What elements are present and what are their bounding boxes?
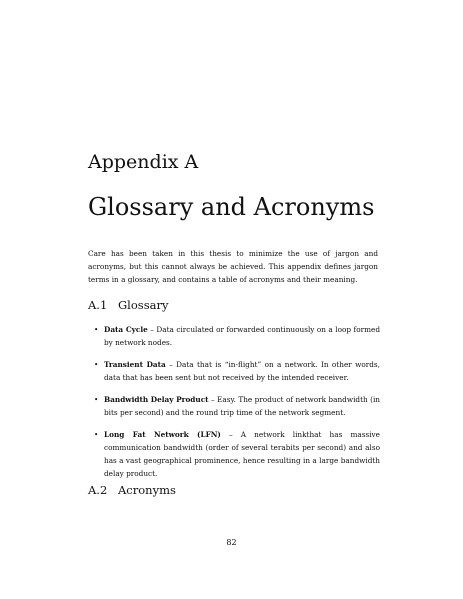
intro-paragraph: Care has been taken in this thesis to minimize the use of jargon and acronyms, but this cannot always be achieved. This appendix defines jargon terms in a glossary, and contains a table of acronyms and their meaning. xyxy=(88,249,378,284)
glossary-item xyxy=(94,358,380,384)
bullet-icon: • xyxy=(94,395,99,404)
glossary-definition: Data circulated or forwarded continuously on a loop formed by network nodes. xyxy=(104,325,381,347)
glossary-term: Long Fat Network (LFN) xyxy=(104,430,221,439)
section-heading-glossary xyxy=(88,298,168,312)
section-title: Acronyms xyxy=(118,483,176,497)
bullet-icon: • xyxy=(94,360,99,369)
glossary-list xyxy=(94,323,380,489)
glossary-term: Bandwidth Delay Product xyxy=(104,395,209,404)
bullet-icon: • xyxy=(94,430,99,439)
section-number: A.2 xyxy=(88,483,108,497)
bullet-icon: • xyxy=(94,325,99,334)
glossary-definition: A network linkthat has massive communication bandwidth (order of several terabits per second) and also has a vast geographical prominence, hence resulting in a large bandwidth delay product. xyxy=(104,430,380,478)
glossary-term: Data Cycle xyxy=(104,325,148,334)
glossary-definition: Easy. The product of network bandwidth (in bits per second) and the round trip time of the network segment. xyxy=(104,395,380,417)
chapter-label: Appendix A xyxy=(88,151,199,173)
chapter-title: Glossary and Acronyms xyxy=(88,193,375,221)
term-dash: – xyxy=(210,395,215,404)
term-dash: – xyxy=(229,430,233,439)
section-number: A.1 xyxy=(88,298,108,312)
page-number: 82 xyxy=(226,538,237,547)
glossary-term: Transient Data xyxy=(104,360,166,369)
glossary-item xyxy=(94,323,380,349)
section-title: Glossary xyxy=(118,298,169,312)
term-dash: – xyxy=(169,360,173,369)
section-heading-acronyms xyxy=(88,483,176,497)
glossary-item xyxy=(94,393,380,419)
term-dash: – xyxy=(150,325,154,334)
glossary-item xyxy=(94,428,380,480)
glossary-definition: Data that is “in-flight” on a network. In other words, data that has been sent but not received by the intended receiver. xyxy=(104,360,380,382)
